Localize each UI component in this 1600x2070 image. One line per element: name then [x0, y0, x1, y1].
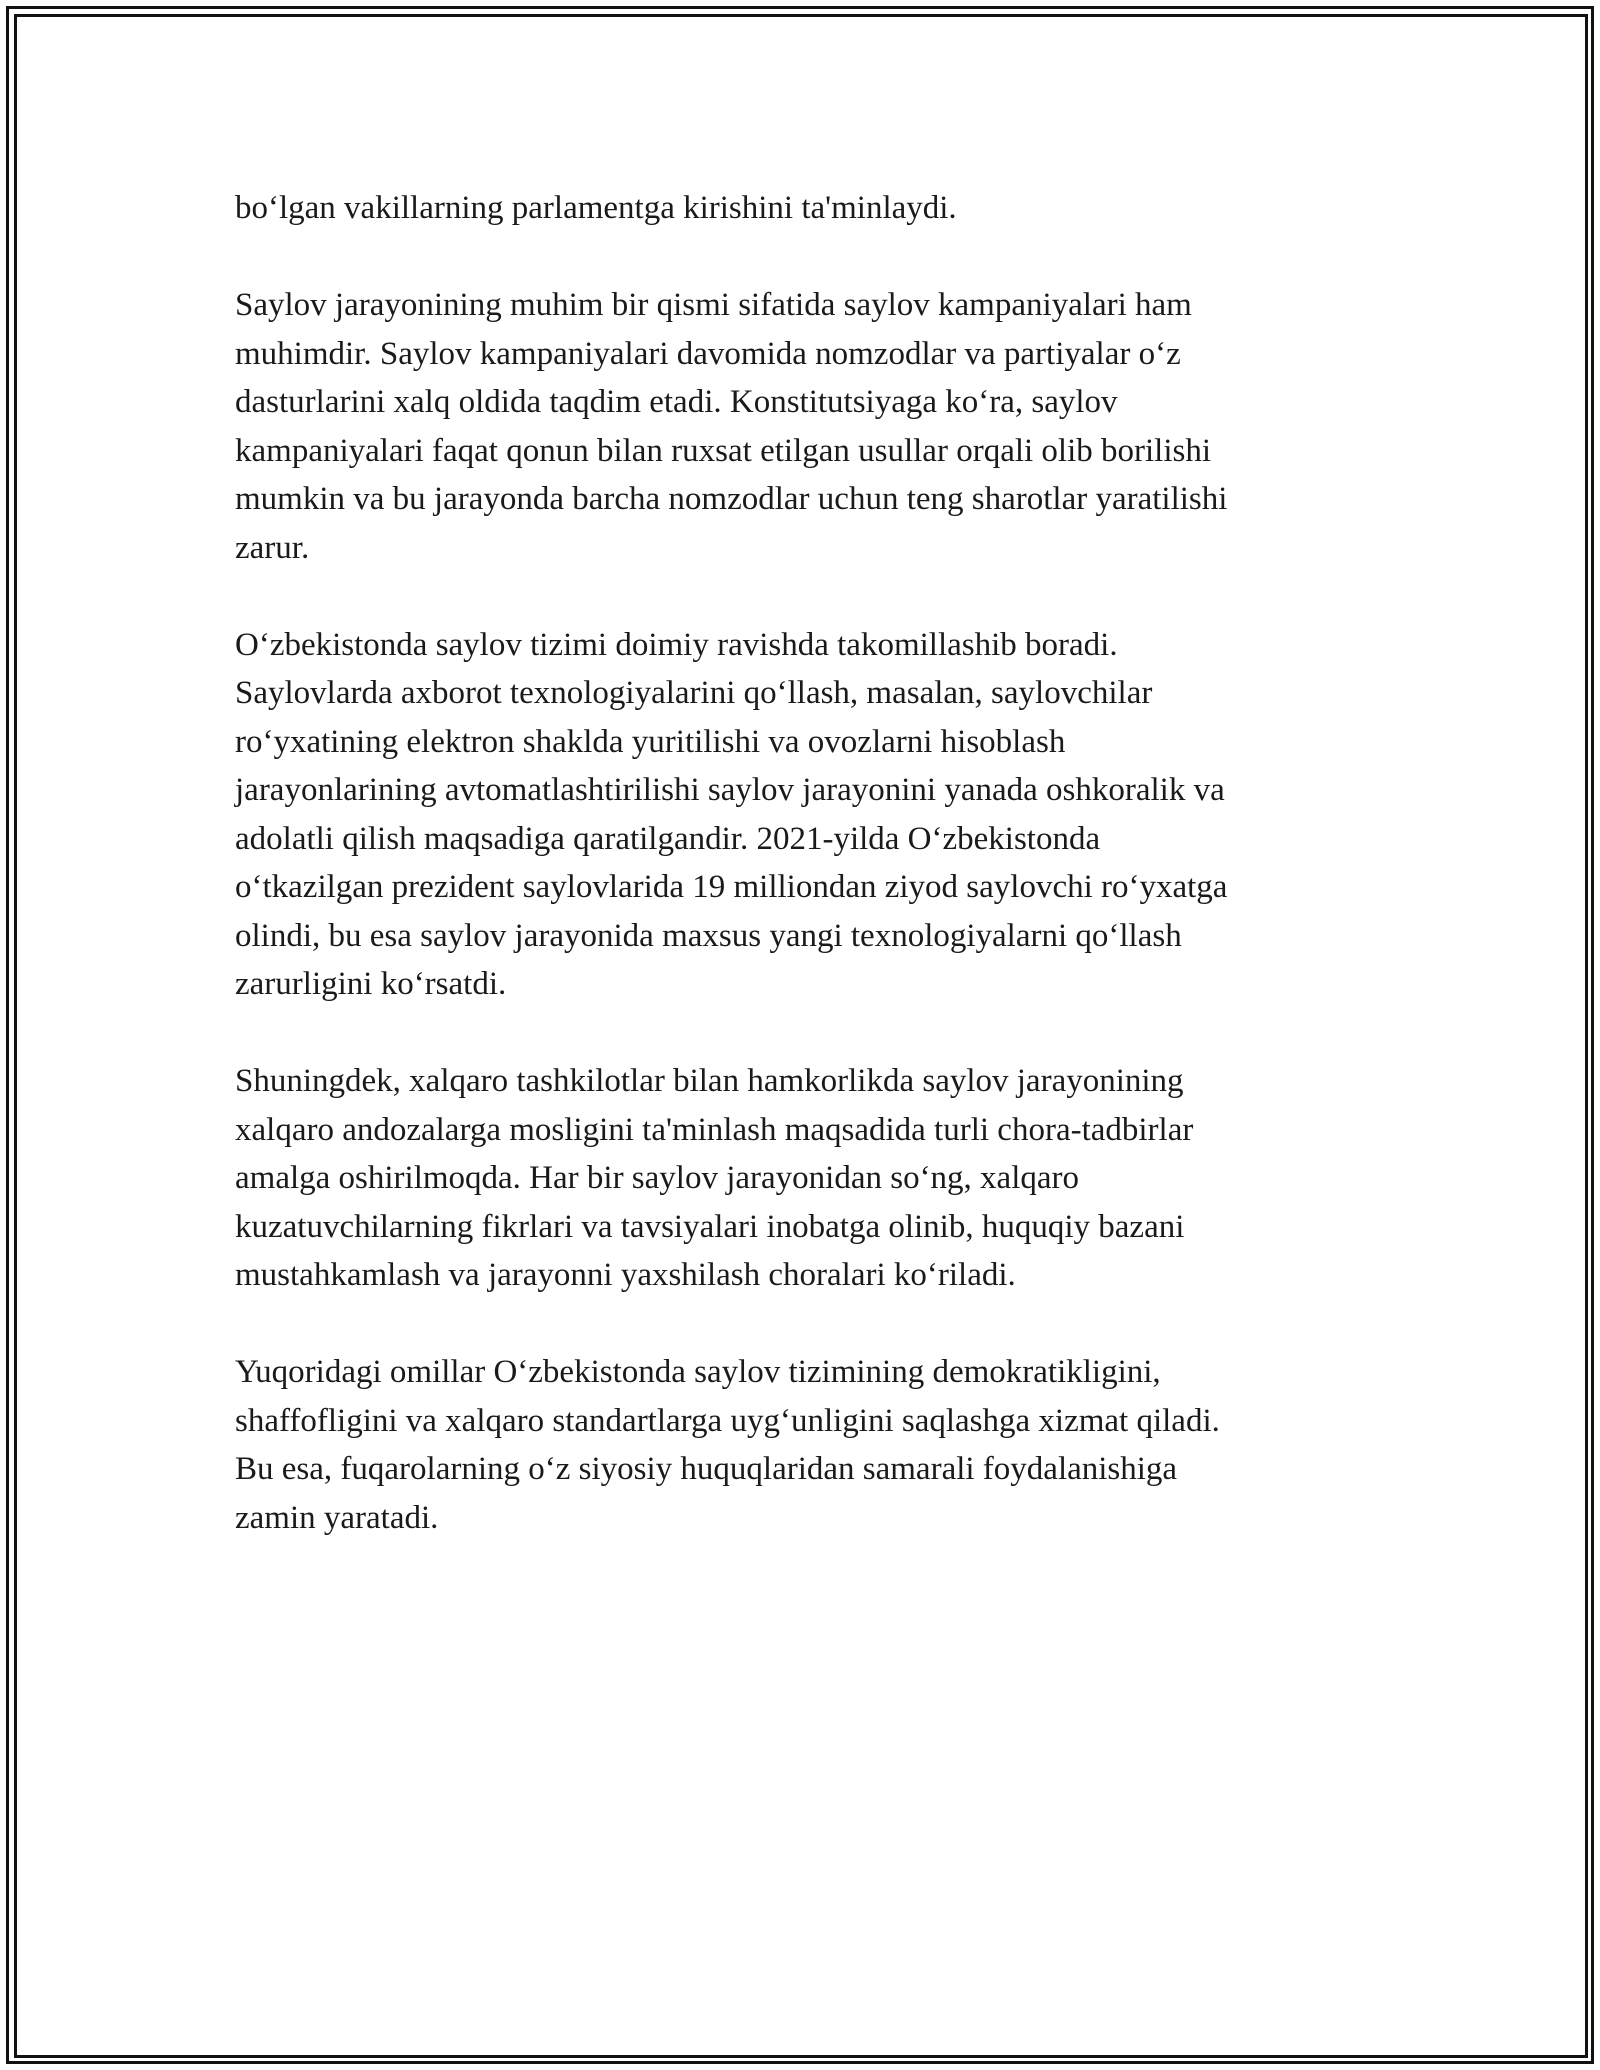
- text-line: jarayonlarining avtomatlashtirilishi saylov jarayonini yanada oshkoralik va: [235, 772, 1225, 808]
- paragraph-4: [235, 1057, 1375, 1300]
- text-line: bo‘lgan vakillarning parlamentga kirishini ta'minlaydi.: [235, 190, 957, 226]
- text-line: Shuningdek, xalqaro tashkilotlar bilan hamkorlikda saylov jarayonining: [235, 1063, 1184, 1099]
- text-line: Saylov jarayonining muhim bir qismi sifatida saylov kampaniyalari ham: [235, 287, 1192, 323]
- text-line: zamin yaratadi.: [235, 1499, 439, 1536]
- text-line: zarur.: [235, 529, 310, 566]
- text-line: O‘zbekistonda saylov tizimi doimiy ravishda takomillashib boradi.: [235, 626, 1118, 663]
- text-line: xalqaro andozalarga mosligini ta'minlash maqsadida turli chora-tadbirlar: [235, 1111, 1194, 1148]
- text-line: mustahkamlash va jarayonni yaxshilash choralari ko‘riladi.: [235, 1257, 1016, 1293]
- paragraph-5: [235, 1348, 1375, 1542]
- text-line: amalga oshirilmoqda. Har bir saylov jarayonidan so‘ng, xalqaro: [235, 1160, 1080, 1196]
- text-line: mumkin va bu jarayonda barcha nomzodlar uchun teng sharotlar yaratilishi: [235, 481, 1228, 517]
- text-line: adolatli qilish maqsadiga qaratilgandir. 2021-yilda O‘zbekistonda: [235, 820, 1101, 857]
- text-line: dasturlarini xalq oldida taqdim etadi. Konstitutsiyaga ko‘ra, saylov: [235, 384, 1118, 420]
- text-line: shaffofligini va xalqaro standartlarga uyg‘unligini saqlashga xizmat qiladi.: [235, 1402, 1220, 1439]
- text-line: kuzatuvchilarning fikrlari va tavsiyalari inobatga olinib, huquqiy bazani: [235, 1208, 1185, 1245]
- document-body: [235, 184, 1375, 1591]
- text-line: olindi, bu esa saylov jarayonida maxsus yangi texnologiyalarni qo‘llash: [235, 917, 1182, 954]
- text-line: ro‘yxatining elektron shaklda yuritilishi va ovozlarni hisoblash: [235, 723, 1066, 760]
- text-line: muhimdir. Saylov kampaniyalari davomida nomzodlar va partiyalar o‘z: [235, 335, 1181, 372]
- paragraph-2: [235, 281, 1375, 572]
- text-line: o‘tkazilgan prezident saylovlarida 19 milliondan ziyod saylovchi ro‘yxatga: [235, 869, 1228, 905]
- text-line: Saylovlarda axborot texnologiyalarini qo‘llash, masalan, saylovchilar: [235, 675, 1153, 711]
- text-line: Bu esa, fuqarolarning o‘z siyosiy huquqlaridan samarali foydalanishiga: [235, 1451, 1178, 1487]
- text-line: zarurligini ko‘rsatdi.: [235, 966, 507, 1002]
- text-line: Yuqoridagi omillar O‘zbekistonda saylov tizimining demokratikligini,: [235, 1354, 1161, 1390]
- paragraph-3: [235, 621, 1375, 1009]
- text-line: kampaniyalari faqat qonun bilan ruxsat etilgan usullar orqali olib borilishi: [235, 432, 1212, 469]
- paragraph-1: [235, 184, 1375, 233]
